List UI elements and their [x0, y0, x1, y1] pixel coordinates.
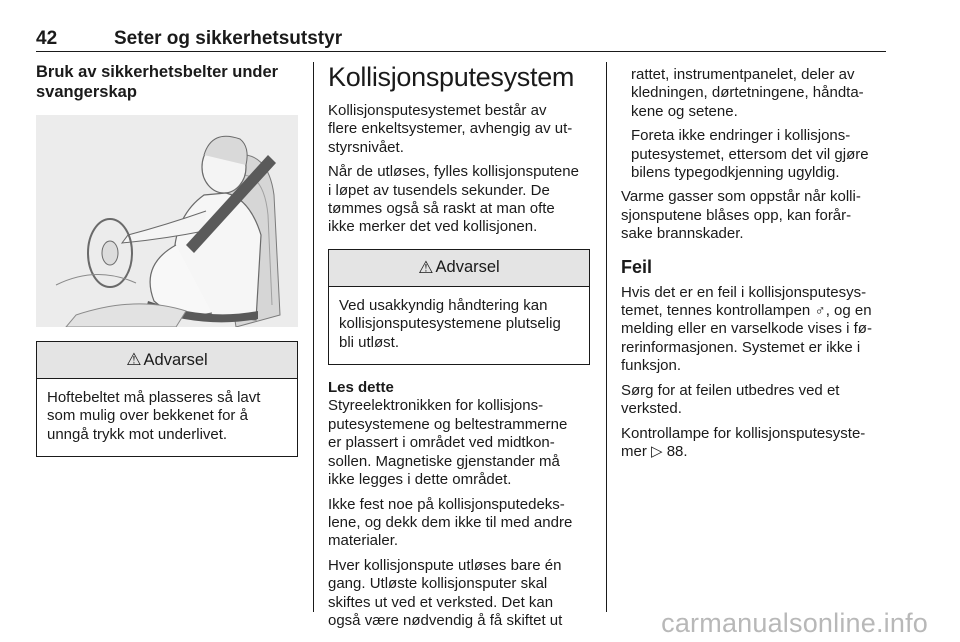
reference-page-link[interactable]: 88. — [662, 442, 688, 460]
warning-header — [329, 250, 589, 287]
warning-box-pregnancy — [36, 341, 298, 457]
warning-title: Advarsel — [143, 350, 208, 369]
page-reference-arrow-icon[interactable]: ▷ — [651, 442, 663, 460]
subheading-pregnancy: Bruk av sikkerhetsbelter under svangerskap — [36, 63, 279, 101]
warning-triangle-icon: ⚠ — [418, 257, 434, 277]
airbag-warning-icon: ♂ — [814, 302, 826, 320]
paragraph-airbag-intro: Kollisjonsputesystemet består av flere enkeltsystemer, avhengig av ut- styrsnivået. — [328, 102, 573, 156]
warning-triangle-icon: ⚠ — [126, 350, 142, 369]
paragraph-fault-lamp — [621, 284, 886, 376]
warning-box-handling — [328, 249, 590, 365]
column-1 — [36, 62, 298, 457]
note-title: Les dette — [328, 379, 394, 397]
warning-text: Hoftebeltet må plasseres så lavt som mulig over bekkenet for å unngå trykk mot underlivet. — [47, 389, 261, 443]
column-divider-2 — [606, 62, 607, 612]
paragraph-replace: Hver kollisjonspute utløses bare én gang. Utløste kollisjonsputer skal skiftes ut ved et verksted. Det kan også være nødvendig å få skiftet ut — [328, 556, 563, 629]
paragraph-repair: Sørg for at feilen utbedres ved et verksted. — [621, 381, 840, 418]
heading-airbag-system: Kollisjonsputesystem — [328, 62, 575, 92]
page-header — [36, 28, 886, 52]
heading-fault: Feil — [621, 256, 653, 277]
column-2 — [328, 62, 590, 630]
warning-header — [37, 342, 297, 379]
footer-watermark: carmanualsonline.info — [661, 608, 928, 638]
paragraph-airbag-deploy: Når de utløses, fylles kollisjonsputene i løpet av tusendels sekunder. De tømmes også så raskt at man ofte ikke merker det ved kollisjonen. — [328, 163, 579, 236]
warning-text: Ved usakkyndig håndtering kan kollisjonsputesystemene plutselig bli utløst. — [339, 296, 561, 351]
paragraph-no-modifications: Foreta ikke endringer i kollisjons- putesystemet, ettersom det vil gjøre bilens typegodkjenning ugyldig. — [631, 127, 869, 182]
page-number: 42 — [36, 28, 58, 49]
paragraph-hot-gases: Varme gasser som oppstår når kolli- sjonsputene blåses opp, kan forår- sake brannskader. — [621, 188, 861, 243]
fault-text-before: Hvis det er en feil i kollisjonsputesys- temet, tennes kontrollampen — [621, 283, 867, 320]
reference-text: Kontrollampe for kollisjonsputesyste- mer — [621, 424, 866, 460]
pregnant-woman-seatbelt-illustration — [36, 115, 298, 327]
note-text: Styreelektronikken for kollisjons- putesystemene og beltestrammerne er plassert i området ved midtkon- sollen. Magnetiske gjenstander må ikke legges i dette området. — [328, 397, 568, 489]
paragraph-covers: Ikke fest noe på kollisjonsputedeks- lene, og dekk dem ikke til med andre materialer. — [328, 495, 573, 550]
paragraph-reference — [621, 425, 886, 462]
column-3 — [621, 62, 886, 461]
section-title: Seter og sikkerhetsutstyr — [114, 28, 343, 49]
fault-text-after: , og en melding eller en varselkode vises i fø- rerinformasjonen. Systemet er ikke i funksjon. — [621, 302, 872, 375]
warning-title: Advarsel — [435, 258, 500, 277]
paragraph-replace-continued: rattet, instrumentpanelet, deler av kledningen, dørtetningene, håndta- kene og setene. — [631, 66, 864, 120]
column-divider-1 — [313, 62, 314, 612]
